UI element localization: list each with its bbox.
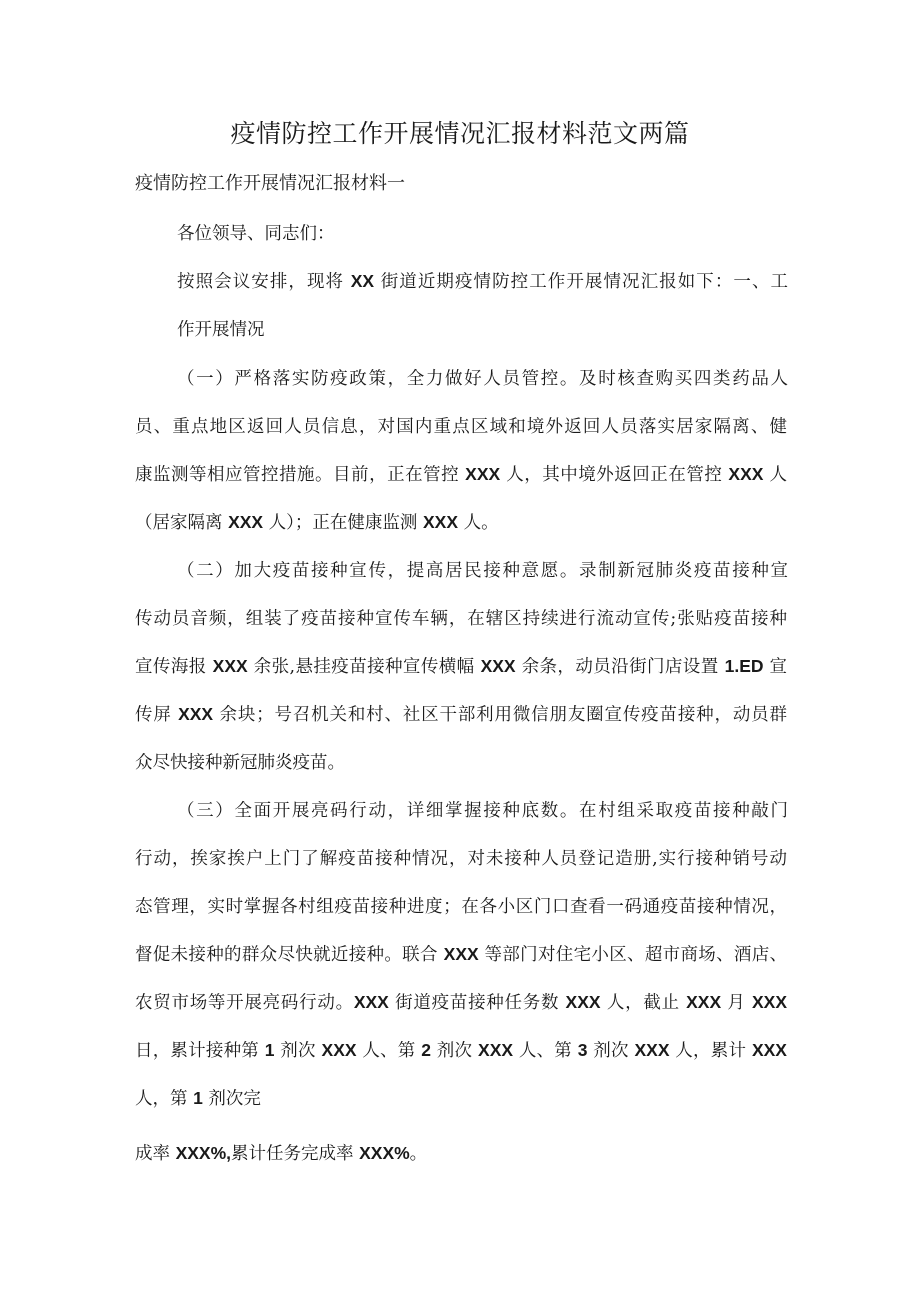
document-title: 疫情防控工作开展情况汇报材料范文两篇 [230, 119, 690, 148]
paragraph-line: 按照会议安排，现将 XX 街道近期疫情防控工作开展情况汇报如下：一、工 [177, 271, 789, 292]
paragraph-line: 督促未接种的群众尽快就近接种。联合 XXX 等部门对住宅小区、超市商场、酒店、 [135, 944, 788, 965]
paragraph-line: 传屏 XXX 余块；号召机关和村、社区干部利用微信朋友圈宣传疫苗接种，动员群 [135, 704, 787, 725]
document-subtitle: 疫情防控工作开展情况汇报材料一 [135, 173, 405, 194]
paragraph-line: 人，第 1 剂次完 [135, 1088, 261, 1109]
salutation-line: 各位领导、同志们： [177, 224, 335, 244]
paragraph-line: 态管理，实时掌握各村组疫苗接种进度；在各小区门口查看一码通疫苗接种情况， [135, 897, 787, 917]
paragraph-line: 康监测等相应管控措施。目前，正在管控 XXX 人，其中境外返回正在管控 XXX 人 [135, 464, 788, 485]
paragraph-line: 员、重点地区返回人员信息，对国内重点区域和境外返回人员落实居家隔离、健 [135, 417, 787, 437]
paragraph-line: （一）严格落实防疫政策，全力做好人员管控。及时核查购买四类药品人 [177, 369, 788, 389]
paragraph-line: 农贸市场等开展亮码行动。XXX 街道疫苗接种任务数 XXX 人，截止 XXX 月 XXX [135, 992, 787, 1013]
paragraph-line: （二）加大疫苗接种宣传，提高居民接种意愿。录制新冠肺炎疫苗接种宣 [177, 561, 788, 581]
paragraph-line: 成率 XXX%,累计任务完成率 XXX%。 [135, 1143, 428, 1164]
paragraph-line: 宣传海报 XXX 余张,悬挂疫苗接种宣传横幅 XXX 余条，动员沿街门店设置 1.ED 宣 [135, 656, 788, 677]
paragraph-line: 传动员音频，组装了疫苗接种宣传车辆，在辖区持续进行流动宣传;张贴疫苗接种 [135, 609, 787, 629]
paragraph-line: 行动，挨家挨户上门了解疫苗接种情况，对未接种人员登记造册,实行接种销号动 [135, 849, 787, 869]
paragraph-line: （居家隔离 XXX 人）；正在健康监测 XXX 人。 [135, 512, 499, 533]
paragraph-line: （三）全面开展亮码行动，详细掌握接种底数。在村组采取疫苗接种敲门 [177, 801, 788, 821]
paragraph-line: 日，累计接种第 1 剂次 XXX 人、第 2 剂次 XXX 人、第 3 剂次 XXX 人，累计 XXX [135, 1040, 787, 1061]
paragraph-line: 众尽快接种新冠肺炎疫苗。 [135, 753, 345, 773]
paragraph-line: 作开展情况 [177, 320, 265, 340]
